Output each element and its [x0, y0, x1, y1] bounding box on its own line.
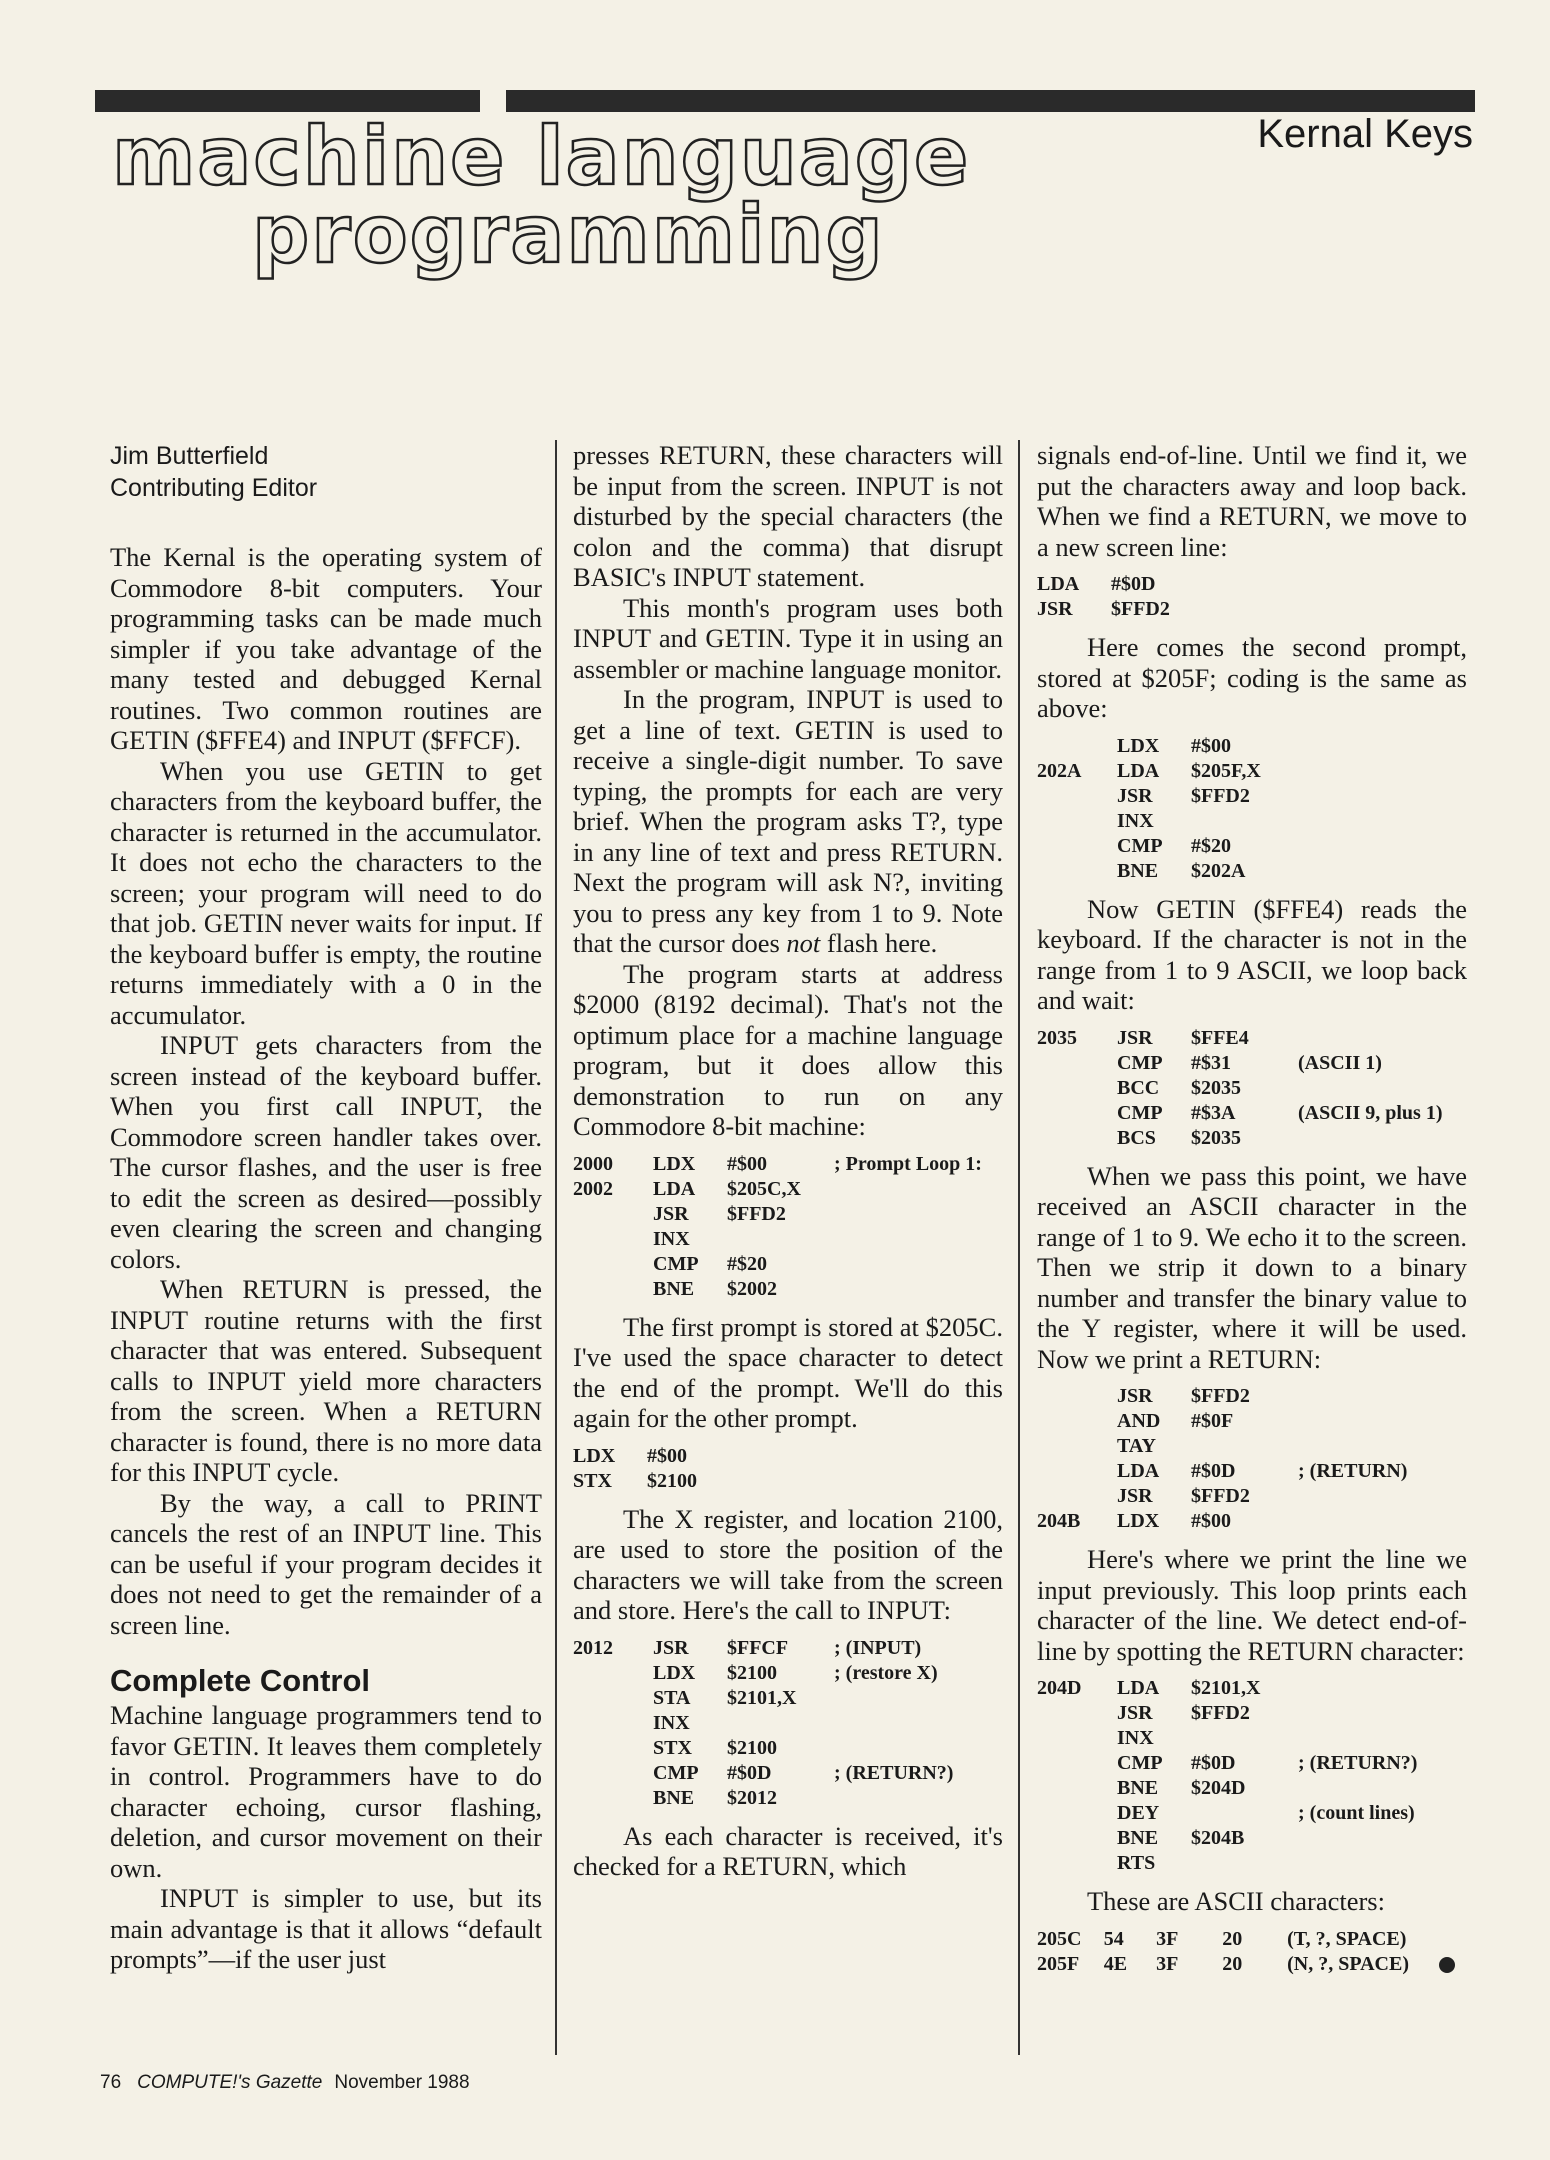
code-cell: [1298, 1851, 1429, 1876]
code-listing: [1037, 734, 1310, 884]
code-cell: LDA: [1117, 1460, 1160, 1482]
column-divider: [555, 440, 557, 2055]
column-2: [573, 440, 1003, 1882]
code-line: [1037, 1051, 1454, 1076]
code-line: [1037, 597, 1218, 622]
code-cell: [573, 1277, 653, 1302]
code-cell: [573, 1202, 653, 1227]
page-number: 76: [100, 2072, 122, 2093]
code-cell: $2012: [727, 1786, 777, 1809]
code-line: [1037, 809, 1310, 834]
paragraph: Here's where we print the line we input previously. This loop prints each character of the line. We detect end-of-line by spotting the RETURN character:: [1037, 1544, 1467, 1666]
code-cell: (T, ?, SPACE): [1287, 1927, 1407, 1950]
code-listing: [1037, 572, 1218, 622]
code-cell: ; (INPUT): [834, 1636, 922, 1659]
code-cell: #$0D: [1191, 1752, 1236, 1774]
code-cell: [1037, 1826, 1117, 1851]
end-mark-icon: [1439, 1957, 1455, 1973]
paragraph: As each character is received, it's checked for a RETURN, which: [573, 1820, 1003, 1881]
code-listing: [573, 1152, 994, 1302]
code-cell: [727, 1711, 834, 1736]
code-line: [1037, 759, 1310, 784]
code-cell: $2035: [1191, 1076, 1241, 1099]
code-cell: LDX: [1117, 1510, 1160, 1532]
code-cell: [1037, 1409, 1117, 1434]
code-line: [1037, 1726, 1429, 1751]
code-cell: #$00: [727, 1152, 767, 1175]
code-cell: [727, 1227, 834, 1252]
code-line: [1037, 784, 1310, 809]
code-cell: [1037, 834, 1117, 859]
logo-line-2: programming: [252, 188, 885, 281]
paragraph: The Kernal is the operating system of Commodore 8-bit computers. Your programming tasks can be made much simpler if you take advantage of the many tested and debugged Kernal routines. Two common routines are GETIN ($FFE4) and INPUT ($FFCF).: [110, 542, 542, 755]
paragraph: This month's program uses both INPUT and GETIN. Type it in using an assembler or machine language monitor.: [573, 592, 1003, 684]
code-cell: #$00: [1191, 734, 1231, 757]
code-line: [1037, 1459, 1419, 1484]
code-cell: INX: [1117, 1727, 1154, 1749]
code-cell: [1037, 784, 1117, 809]
code-listing: [573, 1444, 754, 1494]
code-line: [1037, 1126, 1454, 1151]
code-listing: [1037, 1676, 1429, 1876]
code-cell: $2100: [647, 1469, 697, 1492]
code-cell: [1037, 1384, 1117, 1409]
code-cell: [1037, 1076, 1117, 1101]
code-cell: [1298, 734, 1310, 759]
code-line: [1037, 572, 1218, 597]
code-cell: #$00: [1191, 1510, 1231, 1532]
code-cell: #$20: [1191, 834, 1231, 857]
code-cell: [834, 1711, 965, 1736]
code-line: [573, 1636, 965, 1661]
code-line: [573, 1711, 965, 1736]
code-cell: [834, 1177, 994, 1202]
code-cell: $205C,X: [727, 1177, 801, 1200]
code-cell: 3F: [1156, 1927, 1179, 1950]
code-cell: [834, 1786, 965, 1811]
code-cell: [1298, 1676, 1429, 1701]
code-cell: $2100: [727, 1736, 777, 1759]
code-cell: $FFD2: [1111, 598, 1170, 620]
code-cell: ; (RETURN): [1298, 1460, 1408, 1482]
code-cell: [1298, 784, 1310, 809]
code-cell: [834, 1227, 994, 1252]
code-cell: $2101,X: [1191, 1677, 1261, 1699]
column-logo: [112, 110, 971, 290]
header-rule: [95, 90, 1475, 112]
code-cell: #$20: [727, 1252, 767, 1275]
code-cell: ; (restore X): [834, 1661, 938, 1684]
code-cell: [1298, 1776, 1429, 1801]
code-line: [573, 1177, 994, 1202]
column-3: [1037, 440, 1467, 1987]
code-line: [1037, 1801, 1429, 1826]
code-line: [1037, 1026, 1454, 1051]
code-line: [1037, 1101, 1454, 1126]
code-line: [573, 1761, 965, 1786]
code-cell: LDA: [653, 1177, 696, 1200]
code-cell: STA: [653, 1686, 691, 1709]
paragraph: Now GETIN ($FFE4) reads the keyboard. If the character is not in the range from 1 to 9 ASCII, we loop back and wait:: [1037, 893, 1467, 1015]
code-cell: $2035: [1191, 1126, 1241, 1149]
code-cell: [1037, 1701, 1117, 1726]
code-cell: [1037, 1751, 1117, 1776]
code-cell: [1191, 1801, 1298, 1826]
code-cell: #$0D: [727, 1761, 772, 1784]
code-cell: BNE: [1117, 1827, 1159, 1849]
code-cell: 2000: [573, 1152, 613, 1175]
code-cell: 2002: [573, 1177, 613, 1200]
code-cell: [1191, 1726, 1298, 1751]
code-line: [1037, 734, 1310, 759]
paragraph: presses RETURN, these characters will be input from the screen. INPUT is not disturbed by the special characters (the colon and the comma) that disrupt BASIC's INPUT statement.: [573, 440, 1003, 592]
code-cell: BNE: [1117, 859, 1159, 882]
code-cell: 3F: [1156, 1952, 1179, 1975]
code-line: [1037, 1851, 1429, 1876]
code-cell: [834, 1686, 965, 1711]
code-cell: JSR: [1117, 1485, 1153, 1507]
code-cell: [1298, 809, 1310, 834]
code-line: [573, 1786, 965, 1811]
code-cell: [1037, 1101, 1117, 1126]
code-line: [573, 1277, 994, 1302]
code-cell: LDA: [1117, 1677, 1160, 1699]
code-cell: DEY: [1117, 1802, 1160, 1824]
paragraph: The X register, and location 2100, are used to store the position of the characters we will take from the screen and store. Here's the call to INPUT:: [573, 1503, 1003, 1625]
code-cell: BNE: [653, 1786, 695, 1809]
paragraph: When you use GETIN to get characters from the keyboard buffer, the character is returned in the accumulator. It does not echo the characters to the screen; your program will need to do that job. GETIN never waits for input. If the keyboard buffer is empty, the routine returns immediately with a 0 in the accumulator.: [110, 755, 542, 1030]
code-line: [1037, 1676, 1429, 1701]
code-cell: $FFD2: [1191, 1702, 1250, 1724]
code-cell: [1298, 1484, 1419, 1509]
code-cell: [1298, 859, 1310, 884]
subheading: Complete Control: [110, 1663, 371, 1698]
code-cell: $202A: [1191, 859, 1246, 882]
code-cell: $FFD2: [1191, 784, 1250, 807]
code-cell: [1037, 1851, 1117, 1876]
code-cell: [573, 1661, 653, 1686]
code-cell: [1037, 1484, 1117, 1509]
paragraph: By the way, a call to PRINT cancels the rest of an INPUT line. This can be useful if your program decides it does not need to get the remainder of a screen line.: [110, 1487, 542, 1640]
paragraph: INPUT is simpler to use, but its main advantage is that it allows “default prompts”—if the user just: [110, 1883, 542, 1974]
code-cell: [573, 1786, 653, 1811]
code-line: [1037, 1826, 1429, 1851]
code-cell: JSR: [1117, 1385, 1153, 1407]
code-line: [1037, 1384, 1419, 1409]
code-cell: $204B: [1191, 1827, 1245, 1849]
code-cell: RTS: [1117, 1852, 1156, 1874]
paragraph: The first prompt is stored at $205C. I've used the space character to detect the end of the prompt. We'll do this again for the other prompt.: [573, 1311, 1003, 1433]
section-title: Kernal Keys: [1257, 112, 1473, 156]
code-cell: INX: [653, 1711, 690, 1734]
code-cell: 4E: [1103, 1952, 1128, 1975]
code-line: [1037, 1776, 1429, 1801]
code-cell: CMP: [1117, 1101, 1163, 1124]
code-cell: 54: [1103, 1927, 1124, 1950]
code-cell: [573, 1736, 653, 1761]
code-cell: #$31: [1191, 1051, 1231, 1074]
code-cell: LDA: [1037, 573, 1080, 595]
code-cell: BNE: [653, 1277, 695, 1300]
code-line: [1037, 834, 1310, 859]
code-cell: $2100: [727, 1661, 777, 1684]
code-cell: AND: [1117, 1410, 1161, 1432]
code-cell: $FFCF: [727, 1636, 789, 1659]
code-line: [573, 1661, 965, 1686]
code-line: [573, 1152, 994, 1177]
code-cell: 204D: [1037, 1677, 1082, 1699]
code-cell: [1298, 1126, 1454, 1151]
code-line: [573, 1444, 754, 1469]
code-line: [573, 1252, 994, 1277]
code-line: [1037, 1484, 1419, 1509]
code-cell: [1298, 1434, 1419, 1459]
code-cell: [1191, 1434, 1298, 1459]
code-cell: $FFD2: [1191, 1485, 1250, 1507]
code-cell: $FFD2: [727, 1202, 786, 1225]
code-cell: #$00: [647, 1444, 687, 1467]
code-cell: [1298, 1726, 1429, 1751]
code-cell: #$0D: [1111, 573, 1156, 595]
code-cell: [834, 1252, 994, 1277]
code-cell: BCC: [1117, 1076, 1160, 1099]
code-cell: [573, 1761, 653, 1786]
code-cell: LDX: [653, 1661, 696, 1684]
paragraph: When we pass this point, we have received an ASCII character in the range of 1 to 9. We echo it to the screen. Then we strip it down to a binary number and transfer the binary value to the Y register, where it will be used. Now we print a RETURN:: [1037, 1160, 1467, 1374]
code-cell: [1037, 1801, 1117, 1826]
code-cell: BNE: [1117, 1777, 1159, 1799]
code-cell: CMP: [1117, 1752, 1163, 1774]
code-listing: [573, 1636, 965, 1811]
code-cell: CMP: [653, 1761, 699, 1784]
code-line: [1037, 1751, 1429, 1776]
byline: [110, 440, 542, 504]
code-cell: [1037, 1459, 1117, 1484]
code-cell: #$3A: [1191, 1101, 1236, 1124]
code-cell: ; Prompt Loop 1:: [834, 1152, 982, 1175]
code-cell: 205C: [1037, 1927, 1082, 1950]
code-cell: [1298, 1826, 1429, 1851]
code-cell: (ASCII 1): [1298, 1051, 1382, 1074]
code-line: [1037, 1076, 1454, 1101]
code-cell: BCS: [1117, 1126, 1156, 1149]
paragraph: Here comes the second prompt, stored at $205F; coding is the same as above:: [1037, 632, 1467, 723]
paragraph: INPUT gets characters from the screen instead of the keyboard buffer. When you first call INPUT, the Commodore screen handler takes over. The cursor flashes, and the user is free to edit the screen as desired—possibly even clearing the screen and changing colors.: [110, 1030, 542, 1274]
code-cell: [1298, 834, 1310, 859]
paragraph: In the program, INPUT is used to get a line of text. GETIN is used to receive a single-digit number. To save typing, the prompts for each are very brief. When the program asks T?, type in any line of text and press RETURN. Next the program will ask N?, inviting you to press any key from 1 to 9. Note that the cursor does not flash here.: [573, 684, 1003, 958]
logo-line-1: machine language: [112, 110, 971, 203]
code-cell: 2035: [1037, 1026, 1077, 1049]
author-title: Contributing Editor: [110, 474, 318, 502]
code-cell: [1298, 1026, 1454, 1051]
code-listing: [1037, 1384, 1419, 1534]
page-footer: [100, 2072, 470, 2094]
code-cell: [1037, 734, 1117, 759]
code-cell: JSR: [1117, 1702, 1153, 1724]
code-cell: [1298, 1076, 1454, 1101]
code-cell: JSR: [1037, 598, 1073, 620]
code-cell: JSR: [653, 1636, 689, 1659]
code-cell: #$0F: [1191, 1410, 1234, 1432]
code-line: [1037, 1952, 1467, 1977]
code-line: [1037, 1409, 1419, 1434]
code-cell: CMP: [1117, 834, 1163, 857]
code-line: [573, 1227, 994, 1252]
code-cell: $FFE4: [1191, 1026, 1249, 1049]
code-cell: $204D: [1191, 1777, 1246, 1799]
code-cell: STX: [653, 1736, 692, 1759]
code-cell: INX: [653, 1227, 690, 1250]
code-cell: CMP: [653, 1252, 699, 1275]
code-cell: [1298, 1509, 1419, 1534]
code-cell: [573, 1227, 653, 1252]
code-cell: [1037, 859, 1117, 884]
issue-date: November 1988: [334, 2072, 470, 2093]
code-cell: JSR: [1117, 784, 1153, 807]
code-line: [1037, 1434, 1419, 1459]
code-cell: [573, 1711, 653, 1736]
code-cell: INX: [1117, 809, 1154, 832]
code-listing: [1037, 1026, 1454, 1151]
code-cell: LDX: [573, 1444, 616, 1467]
column-divider: [1018, 440, 1020, 2055]
code-cell: $2101,X: [727, 1686, 797, 1709]
code-cell: [834, 1736, 965, 1761]
code-cell: [1037, 809, 1117, 834]
code-cell: $FFD2: [1191, 1385, 1250, 1407]
code-line: [573, 1469, 754, 1494]
code-cell: JSR: [653, 1202, 689, 1225]
code-line: [1037, 859, 1310, 884]
code-cell: [1298, 759, 1310, 784]
column-1: [110, 440, 542, 1975]
code-cell: (ASCII 9, plus 1): [1298, 1101, 1443, 1124]
code-cell: [1037, 1434, 1117, 1459]
code-cell: [834, 1277, 994, 1302]
code-line: [573, 1202, 994, 1227]
code-cell: [1298, 1701, 1429, 1726]
code-cell: 20: [1222, 1927, 1243, 1950]
code-cell: [1298, 1384, 1419, 1409]
code-cell: 2012: [573, 1636, 613, 1659]
code-cell: JSR: [1117, 1026, 1153, 1049]
code-cell: $2002: [727, 1277, 777, 1300]
code-cell: CMP: [1117, 1051, 1163, 1074]
code-cell: #$0D: [1191, 1460, 1236, 1482]
code-cell: 20: [1222, 1952, 1243, 1975]
code-cell: [1298, 1409, 1419, 1434]
code-cell: [1037, 1776, 1117, 1801]
code-cell: 202A: [1037, 759, 1082, 782]
code-cell: [1191, 1851, 1298, 1876]
paragraph: These are ASCII characters:: [1087, 1886, 1385, 1916]
code-cell: [1037, 1726, 1117, 1751]
code-line: [1037, 1927, 1467, 1952]
code-cell: [1037, 1051, 1117, 1076]
code-cell: LDA: [1117, 759, 1160, 782]
paragraph: Machine language programmers tend to favor GETIN. It leaves them completely in control. Programmers have to do character echoing, cursor flashing, deletion, and cursor movement on their own.: [110, 1700, 542, 1883]
code-cell: STX: [573, 1469, 612, 1492]
paragraph: The program starts at address $2000 (8192 decimal). That's not the optimum place for a machine language program, but it does allow this demonstration to run on any Commodore 8-bit machine:: [573, 958, 1003, 1141]
code-cell: (N, ?, SPACE): [1287, 1952, 1467, 1977]
code-line: [1037, 1701, 1429, 1726]
code-cell: ; (RETURN?): [834, 1761, 954, 1784]
code-cell: [573, 1686, 653, 1711]
code-cell: [1037, 1126, 1117, 1151]
code-line: [573, 1736, 965, 1761]
code-cell: ; (RETURN?): [1298, 1752, 1418, 1774]
author-name: Jim Butterfield: [110, 442, 269, 470]
code-cell: LDX: [653, 1152, 696, 1175]
paragraph: signals end-of-line. Until we find it, we put the characters away and loop back. When we find a RETURN, we move to a new screen line:: [1037, 440, 1467, 562]
code-cell: [573, 1252, 653, 1277]
code-cell: TAY: [1117, 1435, 1156, 1457]
code-cell: ; (count lines): [1298, 1802, 1415, 1824]
magazine-name: COMPUTE!'s Gazette: [137, 2072, 323, 2093]
code-cell: 205F: [1037, 1952, 1080, 1975]
code-line: [1037, 1509, 1419, 1534]
code-cell: LDX: [1117, 734, 1160, 757]
code-line: [573, 1686, 965, 1711]
paragraph: When RETURN is pressed, the INPUT routine returns with the first character that was entered. Subsequent calls to INPUT yield more characters from the screen. When a RETURN character is found, there is no more data for this INPUT cycle.: [110, 1274, 542, 1487]
code-cell: $205F,X: [1191, 759, 1261, 782]
code-cell: [834, 1202, 994, 1227]
code-listing: [1037, 1927, 1467, 1977]
code-cell: [1191, 809, 1298, 834]
code-cell: 204B: [1037, 1510, 1081, 1532]
